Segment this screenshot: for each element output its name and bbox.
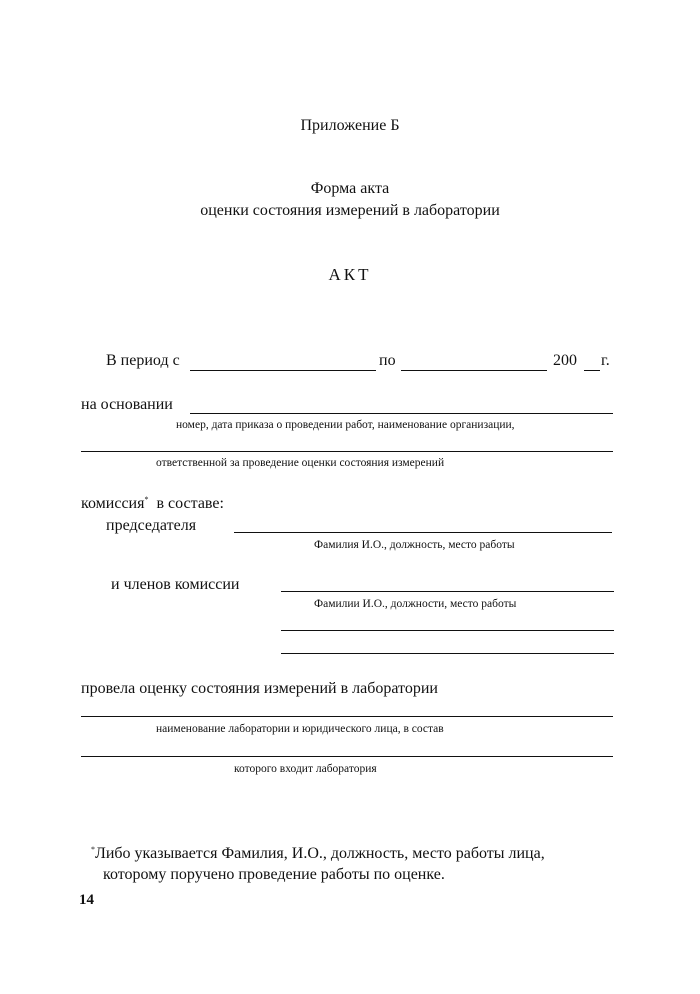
- basis-hint-1: номер, дата приказа о проведении работ, наименование организации,: [176, 419, 515, 431]
- act-title: АКТ: [328, 265, 372, 284]
- commission-word: комиссия: [81, 495, 145, 512]
- footnote-text-1: Либо указывается Фамилия, И.О., должность, место работы лица,: [95, 845, 545, 862]
- period-year-field[interactable]: [584, 370, 600, 371]
- period-year-suffix: г.: [601, 352, 610, 369]
- appendix-label: Приложение Б: [300, 117, 400, 134]
- basis-field-1[interactable]: [190, 413, 613, 414]
- conducted-hint-2: которого входит лаборатория: [234, 763, 377, 775]
- basis-label: на основании: [81, 396, 173, 413]
- chairman-label: председателя: [106, 517, 197, 534]
- commission-label: [81, 495, 224, 513]
- basis-hint-2: ответственной за проведение оценки состояния измерений: [156, 457, 445, 469]
- commission-asterisk: *: [144, 495, 149, 504]
- period-from-label: В период с: [106, 352, 180, 369]
- chairman-field[interactable]: [234, 532, 612, 533]
- page-number: 14: [79, 892, 94, 908]
- members-hint: Фамилии И.О., должности, место работы: [314, 598, 517, 610]
- chairman-hint: Фамилия И.О., должность, место работы: [314, 539, 515, 551]
- conducted-label: провела оценку состояния измерений в лаборатории: [81, 680, 438, 697]
- conducted-hint-1: наименование лаборатории и юридического лица, в состав: [156, 723, 444, 735]
- members-label: и членов комиссии: [111, 576, 240, 593]
- form-title-line-1: Форма акта: [310, 180, 390, 197]
- conducted-field-2[interactable]: [81, 756, 613, 757]
- members-field-2[interactable]: [281, 630, 614, 631]
- period-from-field[interactable]: [190, 370, 376, 371]
- footnote-mark: *: [91, 845, 95, 854]
- footnote-line-1: [91, 845, 545, 863]
- period-to-label: по: [379, 352, 396, 369]
- commission-composition: в составе:: [156, 495, 224, 512]
- members-field-1[interactable]: [281, 591, 614, 592]
- basis-field-2[interactable]: [81, 451, 613, 452]
- period-year-label: 200: [553, 352, 577, 369]
- period-to-field[interactable]: [401, 370, 547, 371]
- members-field-3[interactable]: [281, 653, 614, 654]
- form-title-line-2: оценки состояния измерений в лаборатории: [200, 202, 500, 219]
- footnote-line-2: которому поручено проведение работы по оценке.: [103, 866, 445, 883]
- conducted-field-1[interactable]: [81, 716, 613, 717]
